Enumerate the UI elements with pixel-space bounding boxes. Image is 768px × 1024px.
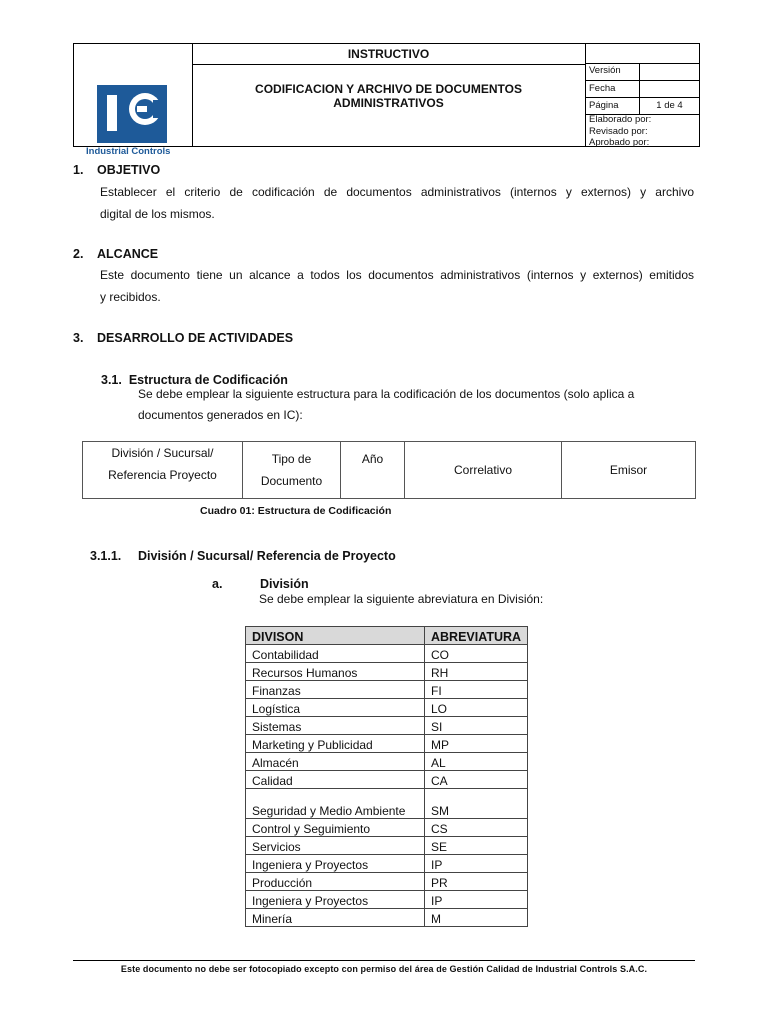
- elaborado-label: Elaborado por:: [589, 114, 652, 125]
- doc-title-line2: ADMINISTRATIVOS: [333, 96, 444, 110]
- table-row: [246, 789, 528, 819]
- division-abbr-cell: FI: [425, 681, 528, 699]
- table-row: [246, 771, 528, 789]
- table-row: [246, 645, 528, 663]
- meta-pagina-row: [585, 97, 699, 115]
- structure-caption: Cuadro 01: Estructura de Codificación: [200, 505, 392, 517]
- division-abbr-cell: CO: [425, 645, 528, 663]
- division-abbr-cell: CA: [425, 771, 528, 789]
- meta-blank-row: [585, 44, 699, 64]
- division-abbr-cell: SI: [425, 717, 528, 735]
- table-row: [246, 663, 528, 681]
- section-2-line1: Este documento tiene un alcance a todos los documentos administrativos (internos y externos) emitidos: [100, 268, 694, 282]
- version-label: Versión: [589, 65, 621, 76]
- revisado-label: Revisado por:: [589, 125, 648, 137]
- division-abbr-cell: RH: [425, 663, 528, 681]
- section-3-1-line1: Se debe emplear la siguiente estructura para la codificación de los documentos (solo aplica a: [138, 387, 635, 401]
- section-3-1-1-title: División / Sucursal/ Referencia de Proyecto: [138, 549, 396, 563]
- table-row: [246, 681, 528, 699]
- signatures: [589, 114, 651, 149]
- division-name-cell: Calidad: [246, 771, 425, 789]
- structure-cell-tipo: [243, 442, 341, 498]
- meta-version-row: [585, 63, 699, 81]
- section-1-title: OBJETIVO: [97, 163, 161, 177]
- division-table-header-row: [246, 627, 528, 645]
- section-2-text: [100, 264, 694, 308]
- section-3-1-text: [138, 384, 678, 426]
- division-abbr-cell: M: [425, 909, 528, 927]
- division-name-cell: Producción: [246, 873, 425, 891]
- structure-division-line2: Referencia Proyecto: [108, 468, 217, 482]
- table-row: [246, 717, 528, 735]
- division-abbr-cell: LO: [425, 699, 528, 717]
- fecha-value: [639, 80, 699, 97]
- subsection-a-heading: [212, 577, 309, 591]
- section-2-heading: [73, 247, 158, 261]
- division-abbr-cell: CS: [425, 819, 528, 837]
- subsection-a-title: División: [260, 577, 309, 591]
- header-title-cell: [192, 44, 586, 146]
- pagina-value: 1 de 4: [639, 97, 699, 114]
- version-value: [639, 63, 699, 80]
- section-2-number: 2.: [73, 247, 84, 261]
- doc-title: [192, 82, 585, 110]
- section-2-line2: y recibidos.: [100, 290, 161, 304]
- division-name-cell: Ingeniera y Proyectos: [246, 855, 425, 873]
- division-name-cell: Minería: [246, 909, 425, 927]
- footer-notice: Este documento no debe ser fotocopiado excepto con permiso del área de Gestión Calidad de Industrial Controls S.A.C.: [120, 964, 648, 974]
- section-1-number: 1.: [73, 163, 84, 177]
- division-name-cell: Almacén: [246, 753, 425, 771]
- division-name-cell: Marketing y Publicidad: [246, 735, 425, 753]
- division-table: [245, 626, 528, 927]
- table-row: [246, 837, 528, 855]
- logo-cell: [74, 44, 193, 157]
- section-1-line1: Establecer el criterio de codificación de documentos administrativos (internos y externos) y archivo: [100, 185, 694, 199]
- table-row: [246, 819, 528, 837]
- table-row: [246, 699, 528, 717]
- division-name-cell: Servicios: [246, 837, 425, 855]
- division-abbr-cell: PR: [425, 873, 528, 891]
- division-header-cell: DIVISON: [246, 627, 425, 645]
- pagina-label: Página: [589, 100, 619, 111]
- company-logo: [97, 85, 167, 143]
- section-1-line2: digital de los mismos.: [100, 207, 215, 221]
- subsection-a-desc: Se debe emplear la siguiente abreviatura en División:: [259, 592, 544, 606]
- division-name-cell: Recursos Humanos: [246, 663, 425, 681]
- division-name-cell: Seguridad y Medio Ambiente: [246, 789, 425, 819]
- doc-title-line1: CODIFICACION Y ARCHIVO DE DOCUMENTOS: [255, 82, 522, 96]
- structure-tipo-line1: Tipo de: [271, 452, 312, 466]
- structure-division-line1: División / Sucursal/: [111, 446, 214, 460]
- section-3-title: DESARROLLO DE ACTIVIDADES: [97, 331, 294, 345]
- logo-icon: [97, 85, 167, 143]
- section-1-text: [100, 181, 694, 225]
- division-abbr-cell: SM: [425, 789, 528, 819]
- structure-cell-emisor: Emisor: [609, 463, 648, 477]
- logo-company-name: Industrial Controls: [86, 146, 171, 157]
- division-name-cell: Contabilidad: [246, 645, 425, 663]
- division-name-cell: Logística: [246, 699, 425, 717]
- section-1-heading: [73, 163, 160, 177]
- document-header: [73, 43, 700, 157]
- division-abbr-cell: MP: [425, 735, 528, 753]
- section-3-1-1-number: 3.1.1.: [90, 549, 122, 563]
- division-abbr-cell: SE: [425, 837, 528, 855]
- division-abbr-cell: AL: [425, 753, 528, 771]
- header-meta-cell: [585, 44, 699, 146]
- division-abbr-cell: IP: [425, 891, 528, 909]
- structure-tipo-line2: Documento: [260, 474, 323, 488]
- aprobado-label: Aprobado por:: [589, 137, 650, 148]
- footer-rule: [73, 960, 695, 961]
- division-name-cell: Ingeniera y Proyectos: [246, 891, 425, 909]
- structure-cell-division: [83, 442, 243, 498]
- table-row: [246, 873, 528, 891]
- table-row: [246, 891, 528, 909]
- coding-structure-table: [82, 441, 696, 499]
- division-name-cell: Control y Seguimiento: [246, 819, 425, 837]
- structure-cell-anio: Año: [341, 442, 405, 498]
- section-3-number: 3.: [73, 331, 84, 345]
- table-row: [246, 735, 528, 753]
- section-3-1-number: 3.1.: [101, 373, 122, 387]
- table-row: [246, 909, 528, 927]
- section-3-heading: [73, 331, 293, 345]
- division-abbr-cell: IP: [425, 855, 528, 873]
- section-3-1-title: Estructura de Codificación: [128, 373, 288, 387]
- table-row: [246, 753, 528, 771]
- structure-cell-correlativo: Correlativo: [405, 442, 562, 498]
- section-3-1-line2: documentos generados en IC):: [138, 408, 303, 422]
- fecha-label: Fecha: [589, 83, 616, 94]
- doc-type-title: INSTRUCTIVO: [192, 44, 585, 65]
- table-row: [246, 855, 528, 873]
- division-name-cell: Sistemas: [246, 717, 425, 735]
- division-name-cell: Finanzas: [246, 681, 425, 699]
- section-3-1-1-heading: [90, 549, 396, 563]
- section-2-title: ALCANCE: [97, 247, 159, 261]
- subsection-a-number: a.: [212, 577, 223, 591]
- meta-fecha-row: [585, 80, 699, 98]
- abbreviation-header-cell: ABREVIATURA: [425, 627, 528, 645]
